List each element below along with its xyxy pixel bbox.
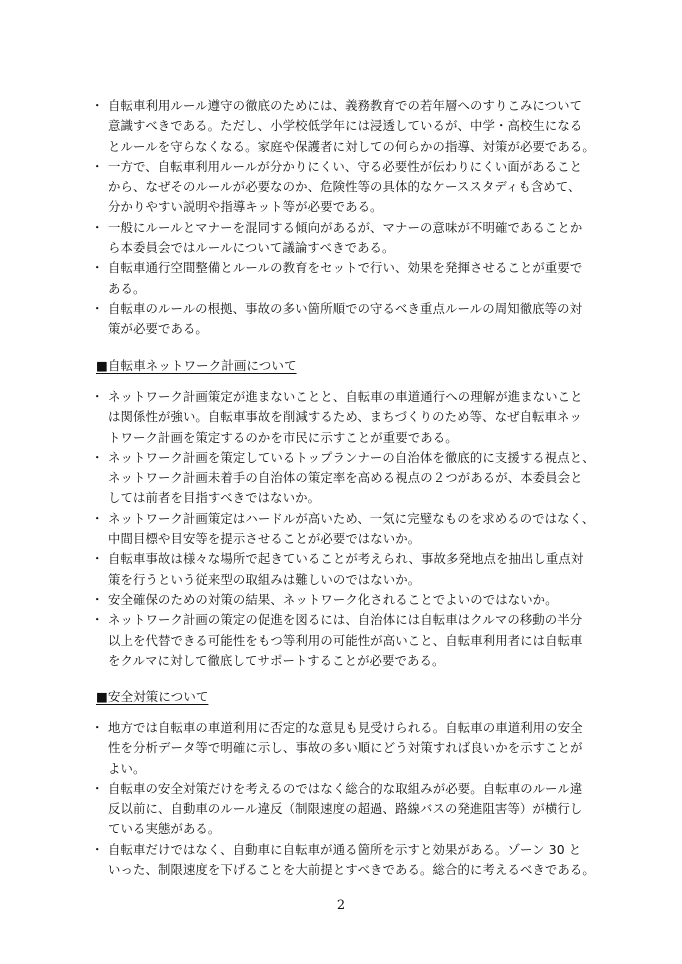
line: トワーク計画を策定するのかを市民に示すことが重要である。: [108, 429, 458, 445]
line: ・ ネットワーク計画の策定の促進を図るには、自治体には自転車はクルマの移動の半分: [108, 612, 583, 628]
line: よい。: [108, 760, 146, 776]
list-item: [96, 157, 596, 218]
line: 以上を代替できる可能性をもつ等利用の可能性が高いこと、自転車利用者には自転車: [108, 632, 583, 648]
line: ・ ネットワーク計画策定はハードルが高いため、一気に完璧なものを求めるのではなく、: [108, 510, 595, 526]
line: 策が必要である。: [108, 321, 208, 337]
line: ・ 安全確保のための対策の結果、ネットワーク化されることでよいのではないか。: [108, 591, 558, 607]
list-item: [96, 549, 596, 590]
line: ・ 自転車の安全対策だけを考えるのではなく総合的な取組みが必要。自転車のルール違: [108, 780, 583, 796]
line: ・ 自転車通行空間整備とルールの教育をセットで行い、効果を発揮させることが重要で: [108, 260, 583, 276]
bullet-list-network: [96, 387, 596, 671]
line: ・ 一般にルールとマナーを混同する傾向があるが、マナーの意味が不明確であることか: [108, 219, 583, 235]
list-item: [96, 299, 596, 340]
line: ネットワーク計画未着手の自治体の策定率を高める視点の２つがあるが、本委員会と: [108, 470, 583, 486]
list-item: [96, 590, 596, 610]
line: をクルマに対して徹底してサポートすることが必要である。: [108, 652, 445, 668]
list-item: [96, 448, 596, 509]
list-item: [96, 387, 596, 448]
section-heading-safety: ■安全対策について: [96, 689, 209, 704]
list-item: [96, 509, 596, 550]
list-item: [96, 258, 596, 299]
line: は関係性が強い。自転車事故を削減するため、まちづくりのため等、なぜ自転車ネッ: [108, 409, 583, 425]
page-number: 2: [336, 898, 346, 913]
line: 意識すべきである。ただし、小学校低学年には浸透しているが、中学・高校生になる: [108, 118, 583, 134]
line: とルールを守らなくなる。家庭や保護者に対しての何らかの指導、対策が必要である。: [108, 138, 595, 154]
list-item: [96, 96, 596, 157]
bullet-list-rules: [96, 96, 596, 340]
line: 策を行うという従来型の取組みは難しいのではないか。: [108, 571, 421, 587]
line: 性を分析データ等で明確に示し、事故の多い順にどう対策すれば良いかを示すことが: [108, 740, 583, 756]
line: ある。: [108, 280, 146, 296]
line: 分かりやすい説明や指導キット等が必要である。: [108, 199, 383, 215]
line: から、なぜそのルールが必要なのか、危険性等の具体的なケーススタディも含めて、: [108, 179, 581, 195]
line: ・ 自転車利用ルール遵守の徹底のためには、義務教育での若年層へのすりこみについて: [108, 98, 583, 113]
list-item: [96, 610, 596, 671]
line: 中間目標や目安等を提示させることが必要ではないか。: [108, 531, 421, 547]
line: ら本委員会ではルールについて議論すべきである。: [108, 240, 395, 256]
list-item: [96, 779, 596, 840]
list-item: [96, 840, 596, 881]
line: いった、制限速度を下げることを大前提とすべきである。総合的に考えるべきである。: [108, 862, 595, 878]
line: ・ ネットワーク計画を策定しているトップランナーの自治体を徹底的に支援する視点と、: [108, 449, 595, 465]
section-heading-network: ■自転車ネットワーク計画について: [96, 358, 297, 373]
line: ・ 地方では自転車の車道利用に否定的な意見も見受けられる。自転車の車道利用の安全: [108, 720, 583, 735]
line: しては前者を目指すべきではないか。: [108, 490, 321, 506]
line: ている実態がある。: [108, 821, 221, 837]
line: ・ ネットワーク計画策定が進まないことと、自転車の車道通行への理解が進まないこと: [108, 389, 583, 404]
line: ・ 自転車のルールの根拠、事故の多い箇所順での守るべき重点ルールの周知徹底等の対: [108, 300, 583, 316]
list-item: [96, 218, 596, 259]
line: ・ 自転車事故は様々な場所で起きていることが考えられ、事故多発地点を抽出し重点対: [108, 551, 584, 567]
bullet-list-safety: [96, 718, 596, 880]
list-item: [96, 718, 596, 779]
line: 反以前に、自動車のルール違反（制限速度の超過、路線バスの発進阻害等）が横行し: [108, 801, 583, 817]
line: ・ 一方で、自転車利用ルールが分かりにくい、守る必要性が伝わりにくい面があること: [108, 158, 583, 174]
line: ・ 自転車だけではなく、自動車に自転車が通る箇所を示すと効果がある。ゾーン 30 と: [108, 841, 582, 857]
